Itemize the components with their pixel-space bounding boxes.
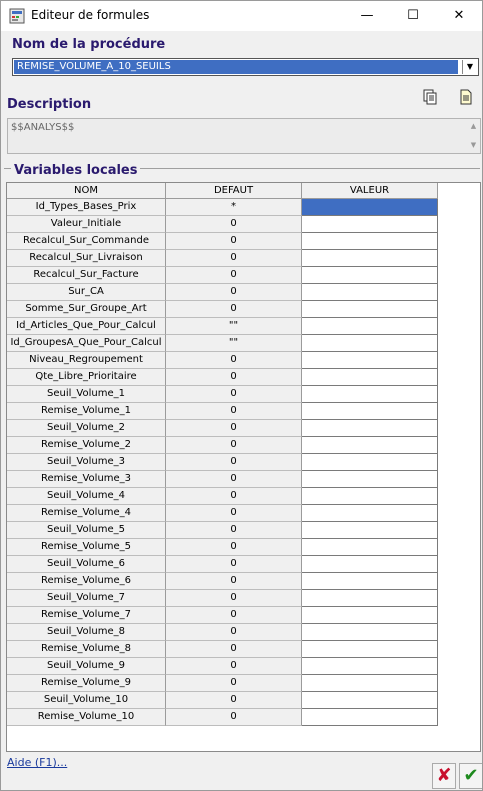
cell-nom: Seuil_Volume_1 xyxy=(7,386,166,403)
cell-defaut: 0 xyxy=(166,301,302,318)
cell-valeur[interactable] xyxy=(302,590,438,607)
cell-defaut: 0 xyxy=(166,352,302,369)
cell-valeur[interactable] xyxy=(302,284,438,301)
cell-nom: Remise_Volume_3 xyxy=(7,471,166,488)
cell-nom: Remise_Volume_8 xyxy=(7,641,166,658)
cell-nom: Seuil_Volume_3 xyxy=(7,454,166,471)
cell-defaut: 0 xyxy=(166,386,302,403)
cell-nom: Remise_Volume_9 xyxy=(7,675,166,692)
cell-defaut: 0 xyxy=(166,420,302,437)
cell-valeur[interactable] xyxy=(302,318,438,335)
cell-nom: Id_Types_Bases_Prix xyxy=(7,199,166,216)
copy-document-icon[interactable] xyxy=(422,89,438,105)
cell-valeur[interactable] xyxy=(302,352,438,369)
table-row[interactable] xyxy=(7,709,438,726)
table-row[interactable] xyxy=(7,369,438,386)
cell-valeur[interactable] xyxy=(302,233,438,250)
cell-defaut: 0 xyxy=(166,590,302,607)
procedure-label: Nom de la procédure xyxy=(12,37,166,52)
cancel-button[interactable] xyxy=(432,763,456,789)
scroll-down-icon[interactable]: ▼ xyxy=(470,141,477,149)
cell-valeur[interactable] xyxy=(302,199,438,216)
cell-defaut: 0 xyxy=(166,709,302,726)
table-row[interactable] xyxy=(7,607,438,624)
cell-defaut: 0 xyxy=(166,284,302,301)
cell-valeur[interactable] xyxy=(302,505,438,522)
table-row[interactable] xyxy=(7,335,438,352)
cell-defaut: 0 xyxy=(166,573,302,590)
table-row[interactable] xyxy=(7,692,438,709)
table-row[interactable] xyxy=(7,216,438,233)
cell-defaut: 0 xyxy=(166,233,302,250)
column-header-defaut: DEFAUT xyxy=(166,183,302,199)
description-value: $$ANALYS$$ xyxy=(11,122,75,133)
table-row[interactable] xyxy=(7,556,438,573)
cell-valeur[interactable] xyxy=(302,420,438,437)
cell-nom: Somme_Sur_Groupe_Art xyxy=(7,301,166,318)
cell-nom: Remise_Volume_5 xyxy=(7,539,166,556)
cell-valeur[interactable] xyxy=(302,488,438,505)
cell-valeur[interactable] xyxy=(302,386,438,403)
table-row[interactable] xyxy=(7,641,438,658)
table-row[interactable] xyxy=(7,488,438,505)
ok-button[interactable] xyxy=(459,763,483,789)
cell-defaut: 0 xyxy=(166,369,302,386)
cell-defaut: 0 xyxy=(166,607,302,624)
cell-defaut: 0 xyxy=(166,675,302,692)
maximize-button[interactable]: ☐ xyxy=(407,8,419,23)
cell-nom: Seuil_Volume_8 xyxy=(7,624,166,641)
table-row[interactable] xyxy=(7,318,438,335)
cell-nom: Remise_Volume_10 xyxy=(7,709,166,726)
cell-defaut: 0 xyxy=(166,522,302,539)
window-title: Editeur de formules xyxy=(31,8,150,22)
cell-valeur[interactable] xyxy=(302,709,438,726)
cell-nom: Recalcul_Sur_Facture xyxy=(7,267,166,284)
table-row[interactable] xyxy=(7,403,438,420)
table-row[interactable] xyxy=(7,267,438,284)
cell-nom: Seuil_Volume_6 xyxy=(7,556,166,573)
cell-defaut: 0 xyxy=(166,692,302,709)
document-icon[interactable] xyxy=(458,89,474,105)
cell-defaut: 0 xyxy=(166,250,302,267)
cell-defaut: 0 xyxy=(166,556,302,573)
cell-nom: Sur_CA xyxy=(7,284,166,301)
cell-nom: Valeur_Initiale xyxy=(7,216,166,233)
cell-defaut: 0 xyxy=(166,454,302,471)
table-row[interactable] xyxy=(7,573,438,590)
variables-group-label: Variables locales xyxy=(11,163,140,178)
cell-valeur[interactable] xyxy=(302,216,438,233)
cell-valeur[interactable] xyxy=(302,658,438,675)
cell-nom: Id_GroupesA_Que_Pour_Calcul xyxy=(7,335,166,352)
table-row[interactable] xyxy=(7,454,438,471)
table-row[interactable] xyxy=(7,420,438,437)
cell-nom: Seuil_Volume_10 xyxy=(7,692,166,709)
cell-nom: Remise_Volume_2 xyxy=(7,437,166,454)
column-header-valeur: VALEUR xyxy=(302,183,438,199)
cell-valeur[interactable] xyxy=(302,675,438,692)
cell-nom: Niveau_Regroupement xyxy=(7,352,166,369)
cell-valeur[interactable] xyxy=(302,624,438,641)
cell-valeur[interactable] xyxy=(302,573,438,590)
cell-nom: Recalcul_Sur_Commande xyxy=(7,233,166,250)
cell-defaut: 0 xyxy=(166,437,302,454)
close-button[interactable]: ✕ xyxy=(453,8,465,23)
cell-nom: Remise_Volume_1 xyxy=(7,403,166,420)
description-scrollbar[interactable] xyxy=(467,119,480,153)
cell-defaut: 0 xyxy=(166,267,302,284)
table-row[interactable] xyxy=(7,284,438,301)
cell-valeur[interactable] xyxy=(302,267,438,284)
cell-nom: Seuil_Volume_7 xyxy=(7,590,166,607)
cell-valeur[interactable] xyxy=(302,471,438,488)
cell-defaut: * xyxy=(166,199,302,216)
cell-defaut: "" xyxy=(166,335,302,352)
cell-defaut: 0 xyxy=(166,624,302,641)
description-label: Description xyxy=(7,97,92,112)
cell-valeur[interactable] xyxy=(302,539,438,556)
checkmark-icon: ✔ xyxy=(463,765,479,786)
cell-valeur[interactable] xyxy=(302,437,438,454)
table-row[interactable] xyxy=(7,301,438,318)
cell-valeur[interactable] xyxy=(302,335,438,352)
table-row[interactable] xyxy=(7,250,438,267)
dropdown-arrow-icon[interactable]: ▼ xyxy=(462,60,477,74)
cell-nom: Seuil_Volume_5 xyxy=(7,522,166,539)
cell-nom: Seuil_Volume_2 xyxy=(7,420,166,437)
table-row[interactable] xyxy=(7,675,438,692)
table-row[interactable] xyxy=(7,522,438,539)
cell-defaut: 0 xyxy=(166,539,302,556)
cell-nom: Remise_Volume_7 xyxy=(7,607,166,624)
cell-defaut: 0 xyxy=(166,216,302,233)
table-row[interactable] xyxy=(7,386,438,403)
cell-nom: Qte_Libre_Prioritaire xyxy=(7,369,166,386)
help-link[interactable]: Aide (F1)... xyxy=(7,756,68,769)
cell-valeur[interactable] xyxy=(302,250,438,267)
table-row[interactable] xyxy=(7,199,438,216)
cell-valeur[interactable] xyxy=(302,403,438,420)
table-row[interactable] xyxy=(7,624,438,641)
cell-valeur[interactable] xyxy=(302,692,438,709)
cell-valeur[interactable] xyxy=(302,607,438,624)
cell-defaut: 0 xyxy=(166,488,302,505)
cell-nom: Seuil_Volume_9 xyxy=(7,658,166,675)
table-row[interactable] xyxy=(7,539,438,556)
table-row[interactable] xyxy=(7,658,438,675)
minimize-button[interactable]: — xyxy=(360,8,374,23)
variables-grid xyxy=(6,182,481,752)
description-field[interactable] xyxy=(7,118,481,154)
cell-nom: Seuil_Volume_4 xyxy=(7,488,166,505)
column-header-nom: NOM xyxy=(7,183,166,199)
procedure-select[interactable] xyxy=(12,58,479,76)
formula-editor-icon xyxy=(9,8,25,24)
cell-valeur[interactable] xyxy=(302,556,438,573)
cell-defaut: 0 xyxy=(166,403,302,420)
cell-valeur[interactable] xyxy=(302,301,438,318)
cell-defaut: 0 xyxy=(166,658,302,675)
procedure-selected-value: REMISE_VOLUME_A_10_SEUILS xyxy=(14,60,458,74)
cell-nom: Remise_Volume_4 xyxy=(7,505,166,522)
cell-nom: Remise_Volume_6 xyxy=(7,573,166,590)
cell-defaut: 0 xyxy=(166,471,302,488)
table-row[interactable] xyxy=(7,590,438,607)
cell-nom: Recalcul_Sur_Livraison xyxy=(7,250,166,267)
cell-nom: Id_Articles_Que_Pour_Calcul xyxy=(7,318,166,335)
table-row[interactable] xyxy=(7,505,438,522)
cell-defaut: 0 xyxy=(166,641,302,658)
cell-valeur[interactable] xyxy=(302,454,438,471)
table-row[interactable] xyxy=(7,233,438,250)
table-row[interactable] xyxy=(7,437,438,454)
title-bar[interactable] xyxy=(1,1,482,31)
cell-valeur[interactable] xyxy=(302,369,438,386)
cell-defaut: "" xyxy=(166,318,302,335)
table-row[interactable] xyxy=(7,471,438,488)
cancel-icon: ✘ xyxy=(436,765,452,786)
cell-valeur[interactable] xyxy=(302,641,438,658)
cell-defaut: 0 xyxy=(166,505,302,522)
table-row[interactable] xyxy=(7,352,438,369)
scroll-up-icon[interactable]: ▲ xyxy=(470,122,477,130)
cell-valeur[interactable] xyxy=(302,522,438,539)
